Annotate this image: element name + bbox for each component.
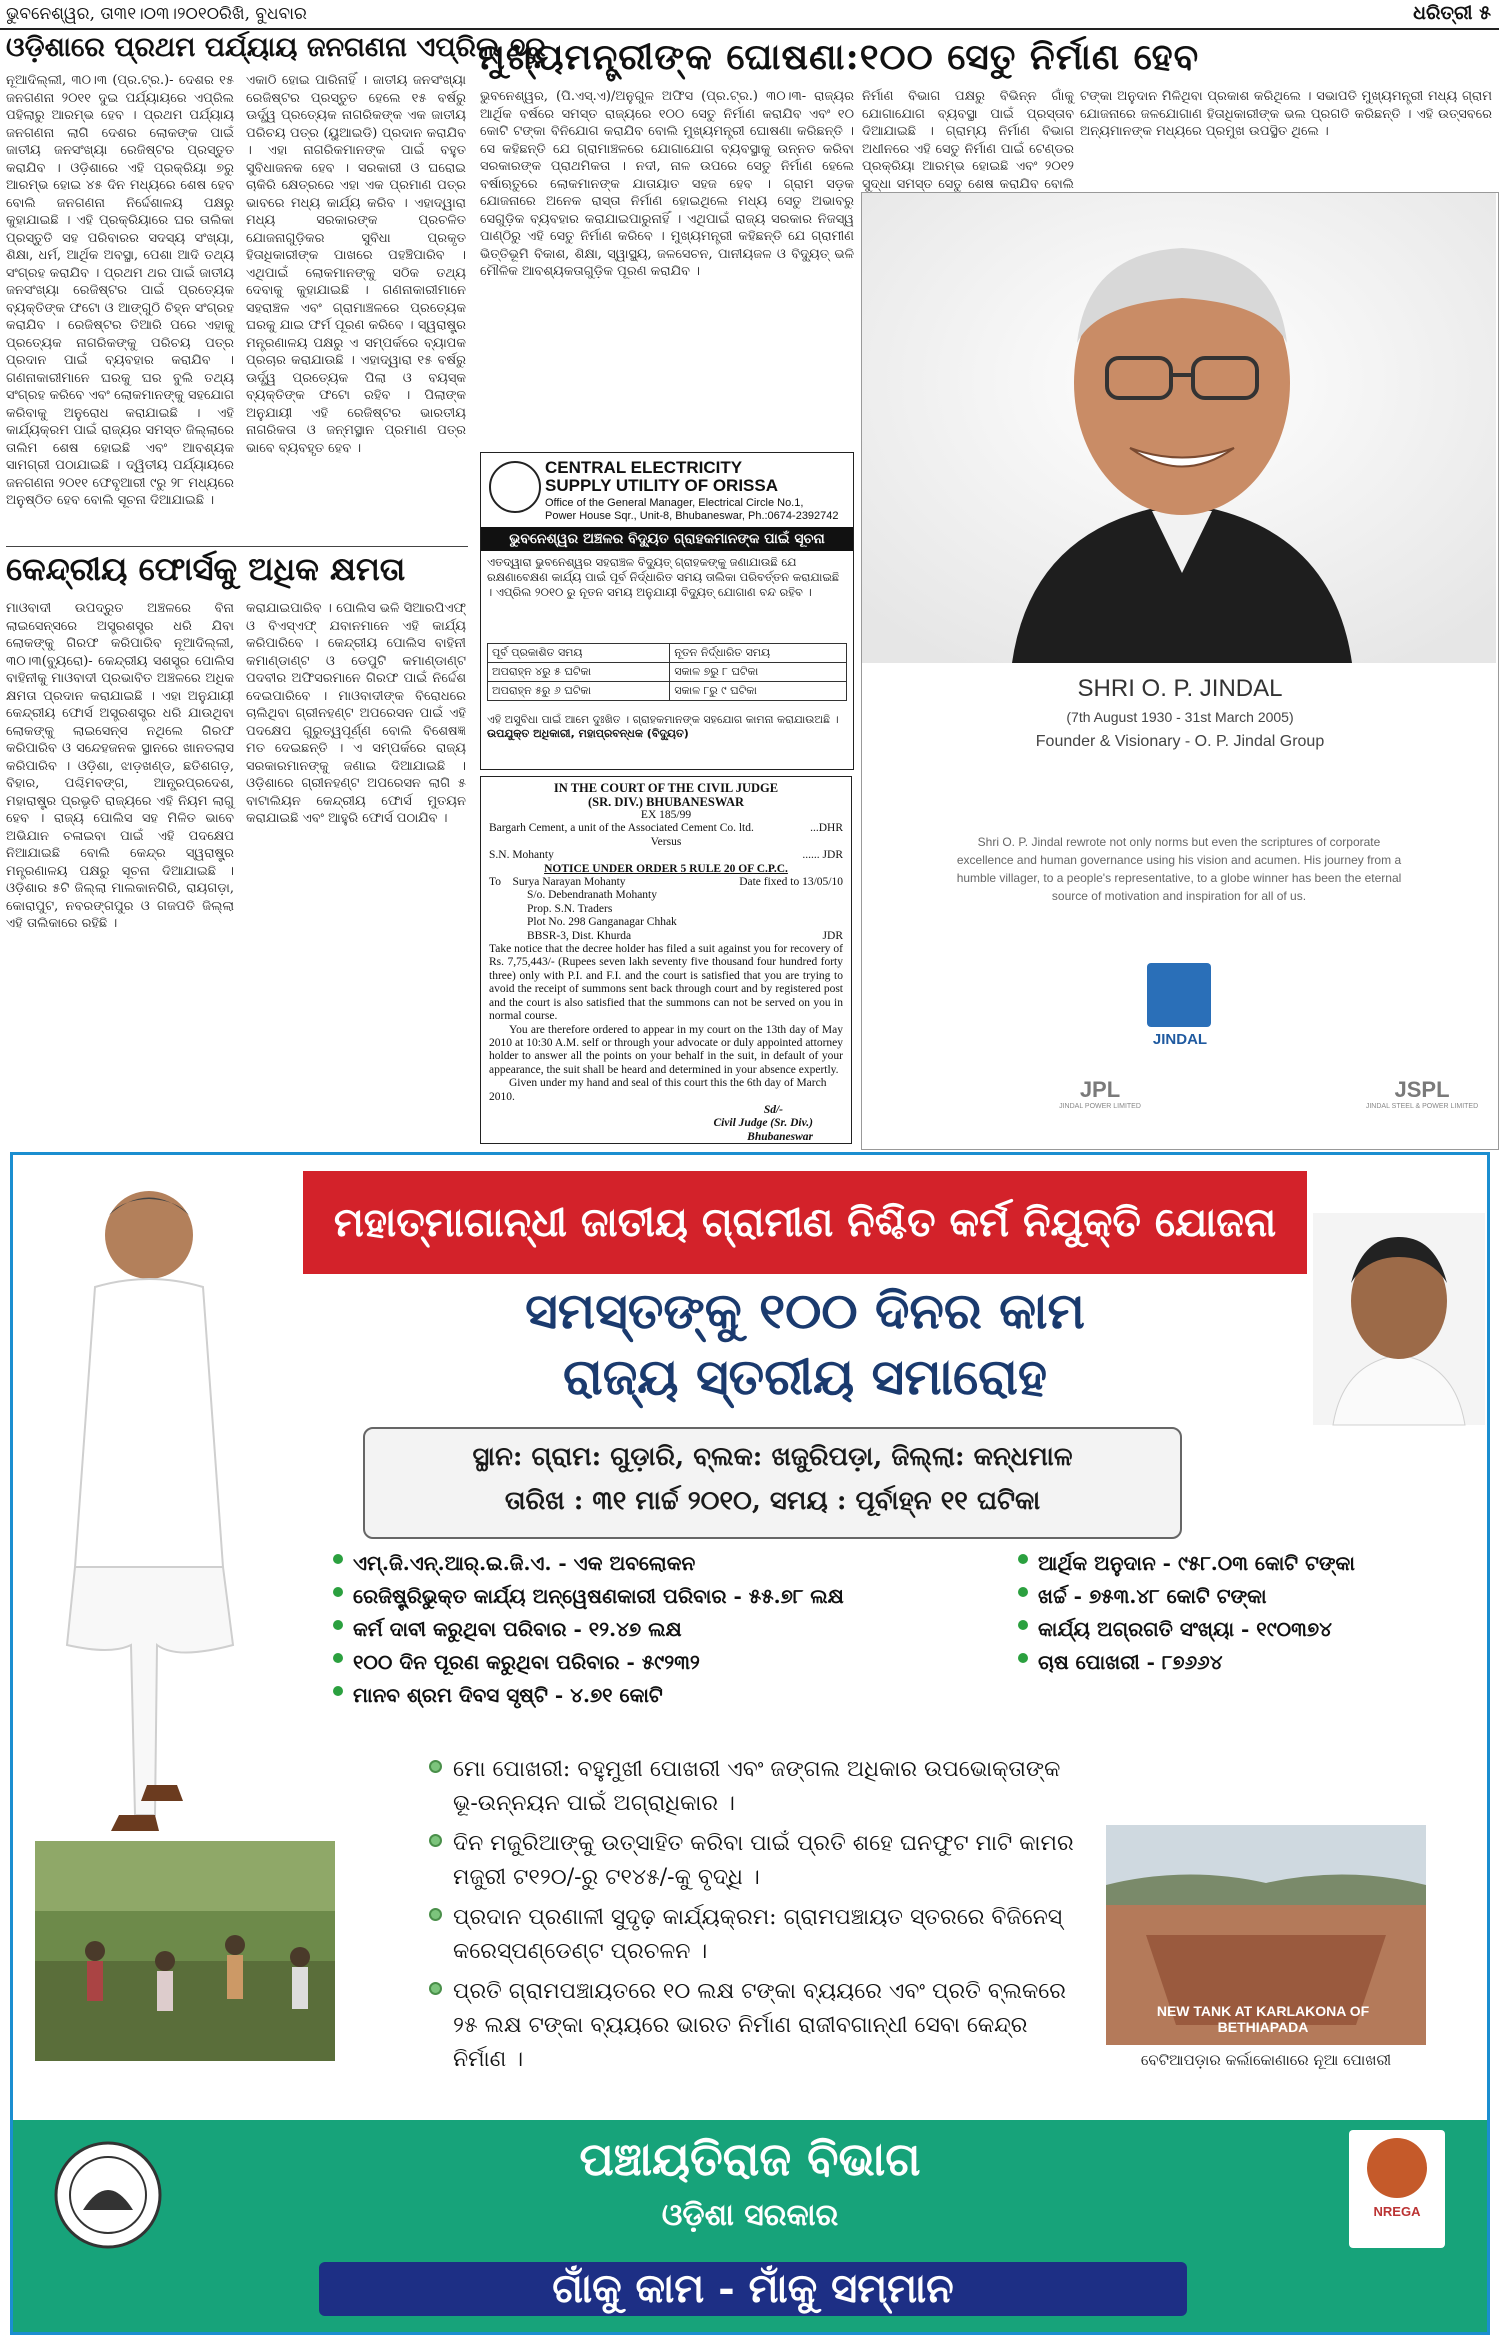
point-item: ମୋ ପୋଖରୀ: ବହୁମୁଖୀ ପୋଖରୀ ଏବଂ ଜଙ୍ଗଲ ଅଧିକାର ଉପଭୋକ୍ତାଙ୍କ ଭୂ-ଉନ୍ନୟନ ପାଇଁ ଅଗ୍ରାଧିକାର । (453, 1753, 1083, 1821)
government-name: ଓଡ଼ିଶା ସରକାର (661, 2198, 839, 2233)
stat-item: ୧୦୦ ଦିନ ପୂରଣ କରୁଥିବା ପରିବାର - ୫୯୨୩୨ (353, 1646, 844, 1679)
tank-caption: ବେଟିଆପଡ଼ାର କର୍ଲାକୋଣାରେ ନୂଆ ପୋଖରୀ (1140, 2051, 1392, 2069)
bridge-col2: ନିର୍ମାଣ ବିଭାଗ ପକ୍ଷରୁ ବିଭିନ୍ନ ଗାଁକୁ ଯୋଗାଯୋଗ ବ୍ୟବସ୍ଥା ପାଇଁ ପ୍ରସ୍ତାବ ଦିଆଯାଇଛି । ଗ୍ରାମ୍ୟ ନିର୍ମାଣ ବିଭାଗ ଅଧୀନରେ ଏହି ସେତୁ ନିର୍ମାଣ ପାଇଁ ଟେଣ୍ଡର ପ୍ରକ୍ରିୟା ଆରମ୍ଭ ହୋଇଛି ଏବଂ ୨୦୧୨ ସୁଦ୍ଧା ସମସ୍ତ ସେତୁ ଶେଷ କରାଯିବ ବୋଲି (862, 89, 1074, 192)
ceso-title: CENTRAL ELECTRICITY SUPPLY UTILITY OF ORISSA (545, 458, 779, 495)
portrait-photo (862, 193, 1496, 663)
tank-photo-overlay: NEW TANK AT KARLAKONA OF BETHIAPADA (1156, 2003, 1370, 2035)
page-header (0, 0, 1499, 30)
ceso-footer: ଏହି ଅସୁବିଧା ପାଇଁ ଆମେ ଦୁଃଖିତ । ଗ୍ରାହକମାନଙ୍କ ସହଯୋଗ କାମନା କରାଯାଉଅଛି । ଉପଯୁକ୍ତ ଅଧିକାରୀ, ମହାପ୍ରବନ୍ଧକ (ବିଦ୍ୟୁତ) (487, 713, 839, 740)
jspl-logo: JSPL JINDAL STEEL & POWER LIMITED (1365, 1077, 1479, 1110)
stat-item: ଖର୍ଚ୍ଚ - ୭୫୩.୪୮ କୋଟି ଟଙ୍କା (1038, 1580, 1355, 1613)
bridge-headline: ମୁଖ୍ୟମନ୍ତ୍ରୀଙ୍କ ଘୋଷଣା:୧୦୦ ସେତୁ ନିର୍ମାଣ ହେବ (478, 36, 1200, 78)
ceso-table: ପୂର୍ବ ପ୍ରକାଶିତ ସମୟ ନୂତନ ନିର୍ଦ୍ଧାରିତ ସମୟ ଅପରାହ୍ନ ୪ରୁ ୫ ଘଟିକା ସକାଳ ୭ରୁ ୮ ଘଟିକା ଅପରାହ୍ନ ୫ରୁ ୬ ଘଟିକା ସକାଳ ୮ରୁ ୯ ଘଟିକା (487, 643, 847, 701)
divider (6, 546, 468, 547)
court-notice: IN THE COURT OF THE CIVIL JUDGE (SR. DIV.) BHUBANESWAR EX 185/99 Bargarh Cement, a unit of the Associated Cement Co. ltd. ...DHR Versus S.N. Mohanty ...... JDR NOTICE UNDER ORDER 5 RULE 20 OF C.P.C. To Surya Narayan Mohanty Date fixed to 13/05/10 S/o. Debendranath Mohanty Prop. S.N. Traders Plot No. 298 Ganganagar Chhak BBSR-3, Dist. Khurda JDR Take notice that the decree holder has filed a suit against you for recovery of Rs. 7,75,443/- (Rupees seven lakh seventy five thousand four hundred forty three) only with P.I. and F.I. and the court is satisfied that you are trying to avoid the receipt of summons sent back through court and by registered post and the court is also satisfied that the summons can not be served on you in normal course. You are therefore ordered to appear in my court on the 13th day of May 2010 at 10:30 A.M. self or through your advocate or duly appointed attorney holder to answer all the points on your behalf in the suit, in default of your appearance, the suit shall be heard and determined in your absence expertly. Given under my hand and seal of this court this the 6th day of March 2010. Sd/- Civil Judge (Sr. Div.) Bhubaneswar (480, 776, 852, 1144)
point-item: ଦିନ ମଜୁରିଆଙ୍କୁ ଉତ୍ସାହିତ କରିବା ପାଇଁ ପ୍ରତି ଶହେ ଘନଫୁଟ ମାଟି କାମର ମଜୁରୀ ଟ୧୨୦/-ରୁ ଟ୧୪୫/-କୁ ବୃଦ୍ଧି । (453, 1827, 1083, 1895)
footer-band (13, 2120, 1487, 2332)
jindal-tribute: Shri O. P. Jindal rewrote not only norms but even the scriptures of corporate excellence and human governance using his vision and acumen. His journey from a humble villager, to a people's representative, to a globe winner has been the eternal source of motivation and inspiration for all of us. (956, 835, 1402, 903)
mgnrega-title: ମହାତ୍ମାଗାନ୍ଧୀ ଜାତୀୟ ଗ୍ରାମୀଣ ନିଶ୍ଚିତ କର୍ମ ନିଯୁକ୍ତି ଯୋଜନା (333, 1199, 1277, 1246)
chief-minister-figure (27, 1175, 287, 1835)
venue-text: ସ୍ଥାନ: ଗ୍ରାମ: ଗୁଡ଼ାରି, ବ୍ଲକ: ଖଜୁରିପଡ଼ା, ଜିଲ୍ଲା: କନ୍ଧମାଳ (472, 1442, 1073, 1472)
stats-left (353, 1547, 844, 1712)
nrega-logo-icon (1349, 2130, 1445, 2248)
title-line-2: ରାଜ୍ୟ ସ୍ତରୀୟ ସମାରୋହ (562, 1347, 1047, 1406)
point-item: ପ୍ରଦାନ ପ୍ରଣାଳୀ ସୁଦୃଢ଼ କାର୍ଯ୍ୟକ୍ରମ: ଗ୍ରାମପଞ୍ଚାୟତ ସ୍ତରରେ ବିଜିନେସ୍ କରେସ୍ପଣ୍ଡେଣ୍ଟ ପ୍ରଚଳନ । (453, 1901, 1083, 1969)
bridge-col1: ଭୁବନେଶ୍ୱର, (ପି.ଏସ୍.ଏ)/ଅନୁଗୁଳ ଅଫିସ (ପ୍ର.ଟ୍ର.) ୩୦।୩- ରାଜ୍ୟର ଆର୍ଥିକ ବର୍ଷରେ ସମସ୍ତ ରାଜ୍ୟରେ ୧୦୦ ସେତୁ ନିର୍ମାଣ କରାଯିବ ଏବଂ ୧୦ କୋଟି ଟଙ୍କା ବିନିଯୋଗ କରାଯିବ ବୋଲି ମୁଖ୍ୟମନ୍ତ୍ରୀ ଘୋଷଣା କରିଛନ୍ତି । ସେ କହିଛନ୍ତି ଯେ ଗ୍ରାମାଞ୍ଚଳରେ ଯୋଗାଯୋଗ ବ୍ୟବସ୍ଥାକୁ ଉନ୍ନତ କରିବା ସରକାରଙ୍କ ପ୍ରାଥମିକତା । ନଦୀ, ନାଳ ଉପରେ ସେତୁ ନିର୍ମାଣ ହେଲେ ବର୍ଷାଋତୁରେ ଲୋକମାନଙ୍କ ଯାତାୟାତ ସହଜ ହେବ । ଗ୍ରାମ ସଡ଼କ ଯୋଜନାରେ ଅନେକ ରାସ୍ତା ନିର୍ମାଣ ହୋଇଥିଲେ ମଧ୍ୟ ସେତୁ ଅଭାବରୁ ସେଗୁଡ଼ିକ ବ୍ୟବହାର କରାଯାଇପାରୁନାହିଁ । ଏଥିପାଇଁ ରାଜ୍ୟ ସରକାର ନିଜସ୍ୱ ପାଣ୍ଠିରୁ ଏହି ସେତୁ ନିର୍ମାଣ କରିବେ । ମୁଖ୍ୟମନ୍ତ୍ରୀ କହିଛନ୍ତି ଯେ ଗ୍ରାମୀଣ ଭିତ୍ତିଭୂମି ବିକାଶ, ଶିକ୍ଷା, ସ୍ୱାସ୍ଥ୍ୟ, ଜଳସେଚନ, ପାନୀୟଜଳ ଓ ବିଦ୍ୟୁତ୍ ଭଳି ମୌଳିକ ଆବଶ୍ୟକତାଗୁଡ଼ିକ ପୂରଣ କରାଯିବ । (480, 89, 854, 279)
dateline: ଭୁବନେଶ୍ୱର, ତା୩୧।୦୩।୨୦୧୦ରିଖି, ବୁଧବାର (6, 4, 307, 24)
slogan-band: ଗାଁକୁ କାମ - ମାଁକୁ ସମ୍ମାନ (319, 2262, 1187, 2316)
jindal-role: Founder & Visionary - O. P. Jindal Group (1035, 733, 1325, 750)
stat-item: ଆର୍ଥିକ ଅନୁଦାନ - ୯୫୮.୦୩ କୋଟି ଟଙ୍କା (1038, 1547, 1355, 1580)
census-col1: ନୂଆଦିଲ୍ଲୀ, ୩୦।୩ (ପ୍ର.ଟ୍ର.)- ଦେଶର ୧୫ ଜନଗଣନା ୨୦୧୧ ଦୁଇ ପର୍ଯ୍ୟାୟରେ ଏପ୍ରିଲ ପହିଲାରୁ ଆରମ୍ଭ ହେବ । ପ୍ରଥମ ପର୍ଯ୍ୟାୟ ଜନଗଣନା ଲାଗି ଦେଶର ଲୋକଙ୍କ ପାଇଁ ଜାତୀୟ ଜନସଂଖ୍ୟା ରେଜିଷ୍ଟର ପ୍ରସ୍ତୁତ କରାଯିବ । ଓଡ଼ିଶାରେ ଏହି ପ୍ରକ୍ରିୟା ୭ରୁ ଆରମ୍ଭ ହୋଇ ୪୫ ଦିନ ମଧ୍ୟରେ ଶେଷ ହେବ ବୋଲି ଜନଗଣନା ନିର୍ଦ୍ଦେଶାଳୟ ପକ୍ଷରୁ କୁହାଯାଇଛି । ଏହି ପ୍ରକ୍ରିୟାରେ ଘର ତାଲିକା ପ୍ରସ୍ତୁତି ସହ ପରିବାରର ସଦସ୍ୟ ସଂଖ୍ୟା, ଶିକ୍ଷା, ଧର୍ମ, ଆର୍ଥିକ ଅବସ୍ଥା, ପେଶା ଆଦି ତଥ୍ୟ ସଂଗ୍ରହ କରାଯିବ । ପ୍ରଥମ ଥର ପାଇଁ ଜାତୀୟ ଜନସଂଖ୍ୟା ରେଜିଷ୍ଟର ପାଇଁ ପ୍ରତ୍ୟେକ ବ୍ୟକ୍ତିଙ୍କ ଫଟୋ ଓ ଆଙ୍ଗୁଠି ଚିହ୍ନ ସଂଗ୍ରହ କରାଯିବ । ରେଜିଷ୍ଟର ତିଆରି ପରେ ଏହାକୁ ପ୍ରତ୍ୟେକ ନାଗରିକଙ୍କୁ ପରିଚୟ ପତ୍ର ପ୍ରଦାନ ପାଇଁ ବ୍ୟବହାର କରାଯିବ । ଗଣନାକାରୀମାନେ ଘରକୁ ଘର ବୁଲି ତଥ୍ୟ ସଂଗ୍ରହ କରିବେ ଏବଂ ଲୋକମାନଙ୍କୁ ସହଯୋଗ କରିବାକୁ ଅନୁରୋଧ କରାଯାଇଛି । ଏହି କାର୍ଯ୍ୟକ୍ରମ ପାଇଁ ରାଜ୍ୟର ସମସ୍ତ ଜିଲ୍ଲାରେ ତାଲିମ ଶେଷ ହୋଇଛି ଏବଂ ଆବଶ୍ୟକ ସାମଗ୍ରୀ ପଠାଯାଇଛି । ଦ୍ୱିତୀୟ ପର୍ଯ୍ୟାୟରେ ଜନଗଣନା ୨୦୧୧ ଫେବୃଆରୀ ୯ରୁ ୨୮ ମଧ୍ୟରେ ଅନୁଷ୍ଠିତ ହେବ ବୋଲି ସୂଚନା ଦିଆଯାଇଛି । (6, 73, 234, 508)
mgnrega-title-band (303, 1171, 1307, 1274)
jindal-name: SHRI O. P. JINDAL (1077, 675, 1283, 702)
stat-item: ଏମ୍.ଜି.ଏନ୍.ଆର୍.ଇ.ଜି.ଏ. - ଏକ ଅବଲୋକନ (353, 1547, 844, 1580)
ceso-body: ଏତଦ୍ୱାରା ଭୁବନେଶ୍ୱର ସହରାଞ୍ଚଳ ବିଦ୍ୟୁତ୍ ଗ୍ରାହକଙ୍କୁ ଜଣାଯାଉଛି ଯେ ରକ୍ଷଣାବେକ୍ଷଣ କାର୍ଯ୍ୟ ପାଇଁ ପୂର୍ବ ନିର୍ଦ୍ଧାରିତ ସମୟ ତାଲିକା ପରିବର୍ତ୍ତନ କରାଯାଇଛି । ଏପ୍ରିଲ ୨୦୧୦ ରୁ ନୂତନ ସମୟ ଅନୁଯାୟୀ ବିଦ୍ୟୁତ୍ ଯୋଗାଣ ବନ୍ଦ ରହିବ । (487, 555, 840, 599)
minister-photo (1313, 1213, 1485, 1425)
ceso-address: Office of the General Manager, Electrical Circle No.1, Power House Sqr., Unit-8, Bhubaneswar, Ph.:0674-2392742 (545, 497, 839, 522)
stat-item: କାର୍ଯ୍ୟ ଅଗ୍ରଗତି ସଂଖ୍ୟା - ୧୯୦୩୭୪ (1038, 1613, 1355, 1646)
stats-right (1038, 1547, 1355, 1679)
census-col2: ଏକାଠି ହୋଇ ପାରିନାହିଁ । ଜାତୀୟ ଜନସଂଖ୍ୟା ରେଜିଷ୍ଟର ପ୍ରସ୍ତୁତ ହେଲେ ୧୫ ବର୍ଷରୁ ଊର୍ଦ୍ଧ୍ୱ ପ୍ରତ୍ୟେକ ନାଗରିକଙ୍କ ଏକ ଜାତୀୟ ପରିଚୟ ପତ୍ର (ୟୁଆଇଡି) ପ୍ରଦାନ କରାଯିବ । ଏହା ନାଗରିକମାନଙ୍କ ପାଇଁ ବହୁତ ସୁବିଧାଜନକ ହେବ । ସରକାରୀ ଓ ଘରୋଇ ଚାକିରି କ୍ଷେତ୍ରରେ ଏହା ଏକ ପ୍ରମାଣ ପତ୍ର ଭାବରେ ମଧ୍ୟ କାର୍ଯ୍ୟ କରିବ । ଏହାଦ୍ୱାରା ମଧ୍ୟ ସରକାରଙ୍କ ପ୍ରଚଳିତ ଯୋଜନାଗୁଡ଼ିକର ସୁବିଧା ପ୍ରକୃତ ହିତାଧିକାରୀଙ୍କ ପାଖରେ ପହଞ୍ଚିପାରିବ । ଏଥିପାଇଁ ଲୋକମାନଙ୍କୁ ସଠିକ ତଥ୍ୟ ଦେବାକୁ କୁହାଯାଇଛି । ଗଣନାକାରୀମାନେ ସହରାଞ୍ଚଳ ଏବଂ ଗ୍ରାମାଞ୍ଚଳରେ ପ୍ରତ୍ୟେକ ଘରକୁ ଯାଇ ଫର୍ମ ପୂରଣ କରିବେ । ସ୍ୱରାଷ୍ଟ୍ର ମନ୍ତ୍ରଣାଳୟ ପକ୍ଷରୁ ଏ ସମ୍ପର୍କରେ ବ୍ୟାପକ ପ୍ରଚାର କରାଯାଉଛି । ଏହାଦ୍ୱାରା ୧୫ ବର୍ଷରୁ ଊର୍ଦ୍ଧ୍ୱ ପ୍ରତ୍ୟେକ ପିଲା ଓ ବୟସ୍କ ବ୍ୟକ୍ତିଙ୍କ ଫଟୋ ରହିବ । ପିଲାଙ୍କ ଅନୁଯାୟୀ ଏହି ରେଜିଷ୍ଟର ଭାରତୀୟ ନାଗରିକତା ଓ ଜନ୍ମସ୍ଥାନ ପ୍ରମାଣ ପତ୍ର ଭାବେ ବ୍ୟବହୃତ ହେବ । (246, 73, 466, 456)
forces-headline: କେନ୍ଦ୍ରୀୟ ଫୋର୍ସକୁ ଅଧିକ କ୍ଷମତା (6, 550, 406, 588)
point-item: ପ୍ରତି ଗ୍ରାମପଞ୍ଚାୟତରେ ୧୦ ଲକ୍ଷ ଟଙ୍କା ବ୍ୟୟରେ ଏବଂ ପ୍ରତି ବ୍ଲକରେ ୨୫ ଲକ୍ଷ ଟଙ୍କା ବ୍ୟୟରେ ଭାରତ ନିର୍ମାଣ ରାଜୀବଗାନ୍ଧୀ ସେବା କେନ୍ଦ୍ର ନିର୍ମାଣ । (453, 1975, 1083, 2077)
stat-item: କର୍ମ ଦାବୀ କରୁଥିବା ପରିବାର - ୧୨.୪୭ ଲକ୍ଷ (353, 1613, 844, 1646)
jindal-ad (861, 192, 1499, 1150)
stat-item: ମାନବ ଶ୍ରମ ଦିବସ ସୃଷ୍ଟି - ୪.୭୧ କୋଟି (353, 1679, 844, 1712)
census-headline: ଓଡ଼ିଶାରେ ପ୍ରଥମ ପର୍ଯ୍ୟାୟ ଜନଗଣନା ଏପ୍ରିଲ୍ ୭ରୁ (6, 32, 546, 63)
jindal-logo-icon (1147, 963, 1211, 1027)
forces-col1: ମାଓବାଦୀ ଉପଦ୍ରୁତ ଅଞ୍ଚଳରେ ବିନା ଲାଇସେନ୍ସରେ ଅସ୍ତ୍ରଶସ୍ତ୍ର ଧରି ଯିବା ଲୋକଙ୍କୁ ଗିରଫ କରିପାରିବ ନୂଆଦିଲ୍ଲୀ, ୩୦।୩(ବ୍ୟୁରୋ)- କେନ୍ଦ୍ରୀୟ ସଶସ୍ତ୍ର ପୋଲିସ ବାହିନୀକୁ ମାଓବାଦୀ ପ୍ରଭାବିତ ଅଞ୍ଚଳରେ ଅଧିକ କ୍ଷମତା ପ୍ରଦାନ କରାଯାଇଛି । ଏହା ଅନୁଯାୟୀ କେନ୍ଦ୍ରୀୟ ଫୋର୍ସ ଅସ୍ତ୍ରଶସ୍ତ୍ର ଧରି ଯାଉଥିବା ଲୋକଙ୍କୁ ଲାଇସେନ୍ସ ନଥିଲେ ଗିରଫ କରିପାରିବ ଓ ସନ୍ଦେହଜନକ ସ୍ଥାନରେ ଖାନତଲାସ କରିପାରିବ । ଓଡ଼ିଶା, ଝାଡ଼ଖଣ୍ଡ, ଛତିଶଗଡ଼, ବିହାର, ପଶ୍ଚିମବଙ୍ଗ, ଆନ୍ଧ୍ରପ୍ରଦେଶ, ମହାରାଷ୍ଟ୍ର ପ୍ରଭୃତି ରାଜ୍ୟରେ ଏହି ନିୟମ ଲାଗୁ ହେବ । ରାଜ୍ୟ ପୋଲିସ ସହ ମିଳିତ ଭାବେ ଅଭିଯାନ ଚଳାଇବା ପାଇଁ ଏହି ପଦକ୍ଷେପ ନିଆଯାଇଛି ବୋଲି କେନ୍ଦ୍ର ସ୍ୱରାଷ୍ଟ୍ର ମନ୍ତ୍ରଣାଳୟ ପକ୍ଷରୁ ସୂଚନା ଦିଆଯାଇଛି । ଓଡ଼ିଶାର ୫ଟି ଜିଲ୍ଲା ମାଲକାନଗିରି, ରାୟଗଡ଼ା, କୋରାପୁଟ, ନବରଙ୍ଗପୁର ଓ ଗଜପତି ଜିଲ୍ଲା ଏହି ତାଲିକାରେ ରହିଛି । (6, 601, 234, 931)
ceso-notice (480, 452, 854, 770)
jindal-dates: (7th August 1930 - 31st March 2005) (1066, 709, 1294, 725)
page-number: ଧରିତ୍ରୀ ୫ (1413, 2, 1491, 24)
jpl-logo: JPL JINDAL POWER LIMITED (1059, 1077, 1141, 1110)
jindal-logo-text: JINDAL (1152, 1031, 1208, 1048)
mgnrega-banner (10, 1152, 1490, 2335)
bridge-col3: ଟଙ୍କା ଅନୁଦାନ ମିଳିଥିବା ପ୍ରକାଶ କରିଥିଲେ । ସଭାପତି ମୁଖ୍ୟମନ୍ତ୍ରୀ ମଧ୍ୟ ଗ୍ରାମ ଯୋଜନାରେ ଜଳଯୋଗାଣ ହିତାଧିକାରୀଙ୍କ ଭଲ ପ୍ରଗତି କରିଛନ୍ତି । ଏହି ଉତ୍ସବରେ ଅନ୍ୟମାନଙ୍କ ମଧ୍ୟରେ ପ୍ରମୁଖ ଉପସ୍ଥିତ ଥିଲେ । (1080, 89, 1492, 139)
stat-item: ରେଜିଷ୍ଟ୍ରିଭୁକ୍ତ କାର୍ଯ୍ୟ ଅନ୍ୱେଷଣକାରୀ ପରିବାର - ୫୫.୭୮ ଲକ୍ଷ (353, 1580, 844, 1613)
stat-item: ଚାଷ ପୋଖରୀ - ୮୭୬୬୪ (1038, 1646, 1355, 1679)
ceso-band: ଭୁବନେଶ୍ୱର ଅଞ୍ଚଳର ବିଦ୍ୟୁତ ଗ୍ରାହକମାନଙ୍କ ପାଇଁ ସୂଚନା (481, 527, 853, 551)
date-text: ତାରିଖ : ୩୧ ମାର୍ଚ୍ଚ ୨୦୧୦, ସମୟ : ପୂର୍ବାହ୍ନ ୧୧ ଘଟିକା (504, 1486, 1041, 1516)
title-line-1: ସମସ୍ତଙ୍କୁ ୧୦୦ ଦିନର କାମ (525, 1281, 1085, 1340)
nrega-logo-text: NREGA (1373, 2204, 1421, 2219)
points-list (453, 1753, 1083, 2077)
forces-col2: କରାଯାଇପାରିବ । ପୋଲିସ ଭଳି ସିଆରପିଏଫ୍ ଓ ବିଏସ୍ଏଫ୍ ଯବାନମାନେ ଏହି କାର୍ଯ୍ୟ କରିପାରିବେ । କେନ୍ଦ୍ରୀୟ ପୋଲିସ ବାହିନୀ କମାଣ୍ଡାଣ୍ଟ ଓ ଡେପୁଟି କମାଣ୍ଡାଣ୍ଟ ପଦବୀର ଅଫିସରମାନେ ଗିରଫ ପାଇଁ ନିର୍ଦ୍ଦେଶ ଦେଇପାରିବେ । ମାଓବାଦୀଙ୍କ ବିରୋଧରେ ଚାଲିଥିବା ଗ୍ରୀନହଣ୍ଟ ଅପରେସନ ପାଇଁ ଏହି ପଦକ୍ଷେପ ଗୁରୁତ୍ୱପୂର୍ଣ୍ଣ ବୋଲି ବିଶେଷଜ୍ଞ ମତ ଦେଇଛନ୍ତି । ଏ ସମ୍ପର୍କରେ ରାଜ୍ୟ ସରକାରମାନଙ୍କୁ ଜଣାଇ ଦିଆଯାଇଛି । ଓଡ଼ିଶାରେ ଗ୍ରୀନହଣ୍ଟ ଅପରେସନ ଲାଗି ୫ ବାଟାଲିୟନ କେନ୍ଦ୍ରୀୟ ଫୋର୍ସ ମୁତୟନ କରାଯାଇଛି ଏବଂ ଆହୁରି ଫୋର୍ସ ପଠାଯିବ । (246, 601, 466, 826)
ceso-logo-icon (489, 461, 541, 513)
department-name: ପଞ୍ଚାୟତିରାଜ ବିଭାଗ (579, 2132, 921, 2186)
venue-box (363, 1427, 1182, 1539)
field-workers-photo (35, 1841, 335, 2061)
